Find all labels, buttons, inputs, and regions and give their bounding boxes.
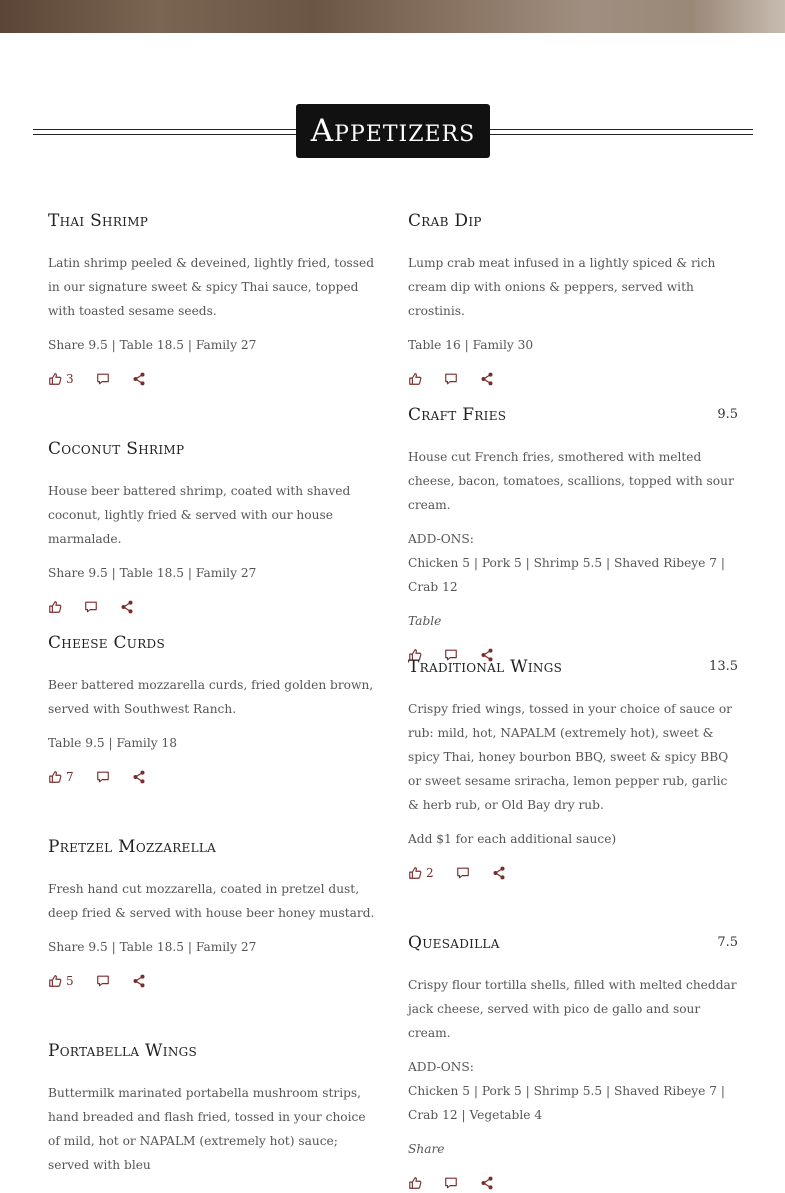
item-description: House cut French fries, smothered with melted cheese, bacon, tomatoes, scallions, topped with sour cream. [408,450,734,512]
like-button[interactable] [48,974,74,988]
item-price: 7.5 [717,935,738,950]
menu-item-cheese-curds [48,633,378,787]
section-title: Appetizers [296,104,490,158]
menu-item-portabella-wings [48,1041,378,1177]
menu-item-crab-dip [408,211,738,389]
comment-button[interactable] [456,866,470,880]
share-icon [492,866,506,880]
item-description: Beer battered mozzarella curds, fried golden brown, served with Southwest Ranch. [48,678,374,716]
item-description: Lump crab meat infused in a lightly spiced & rich cream dip with onions & peppers, served with crostinis. [408,256,716,318]
item-description: House beer battered shrimp, coated with shaved coconut, lightly fried & served with our house marmalade. [48,484,351,546]
menu-item-craft-fries [408,405,738,665]
share-button[interactable] [480,372,494,386]
share-button[interactable] [132,974,146,988]
like-button[interactable] [408,372,422,386]
share-button[interactable] [120,600,134,614]
item-prices: Share 9.5 | Table 18.5 | Family 27 [48,940,257,954]
menu-item-coconut-shrimp [48,439,378,617]
item-prices: Table 16 | Family 30 [408,338,534,352]
item-size: Table [408,614,442,628]
menu-item-traditional-wings [408,657,738,883]
item-actions [48,369,378,389]
share-button[interactable] [492,866,506,880]
like-button[interactable] [48,600,62,614]
item-size: Share [408,1142,445,1156]
comment-icon [444,372,458,386]
item-note: Add $1 for each additional sauce) [408,832,617,846]
comment-button[interactable] [96,770,110,784]
item-actions [48,597,378,617]
like-button[interactable] [48,770,74,784]
share-icon [132,770,146,784]
thumbs-up-icon [48,600,62,614]
like-count: 5 [66,974,74,988]
share-button[interactable] [132,770,146,784]
item-name: Craft Fries [408,405,507,425]
item-description: Fresh hand cut mozzarella, coated in pretzel dust, deep fried & served with house beer honey mustard. [48,882,375,920]
item-name: Pretzel Mozzarella [48,837,217,857]
item-actions [408,369,738,389]
comment-icon [456,866,470,880]
comment-icon [96,770,110,784]
share-button[interactable] [480,1176,494,1190]
item-description: Crispy flour tortilla shells, filled with melted cheddar jack cheese, served with pico de gallo and sour cream. [408,978,737,1040]
item-description: Latin shrimp peeled & deveined, lightly fried, tossed in our signature sweet & spicy Thai sauce, topped with toasted sesame seeds. [48,256,375,318]
addons-list: Chicken 5 | Pork 5 | Shrimp 5.5 | Shaved Ribeye 7 | Crab 12 | Vegetable 4 [408,1084,725,1122]
item-name: Cheese Curds [48,633,165,653]
item-name: Quesadilla [408,933,500,953]
menu-item-thai-shrimp [48,211,378,389]
menu-item-pretzel-mozzarella [48,837,378,991]
item-actions [408,863,738,883]
addons-label: ADD-ONS: [408,1060,474,1074]
thumbs-up-icon [408,866,422,880]
comment-button[interactable] [444,1176,458,1190]
comment-icon [444,1176,458,1190]
addons-list: Chicken 5 | Pork 5 | Shrimp 5.5 | Shaved Ribeye 7 | Crab 12 [408,556,725,594]
item-price: 9.5 [717,407,738,422]
comment-button[interactable] [96,974,110,988]
comment-icon [84,600,98,614]
like-count: 2 [426,866,434,880]
share-icon [132,974,146,988]
comment-icon [96,974,110,988]
hero-image [0,0,785,33]
thumbs-up-icon [48,974,62,988]
thumbs-up-icon [408,1176,422,1190]
comment-button[interactable] [444,372,458,386]
thumbs-up-icon [408,372,422,386]
item-prices: Share 9.5 | Table 18.5 | Family 27 [48,338,257,352]
comment-button[interactable] [84,600,98,614]
comment-button[interactable] [96,372,110,386]
thumbs-up-icon [48,372,62,386]
like-count: 7 [66,770,74,784]
thumbs-up-icon [48,770,62,784]
like-button[interactable] [408,1176,422,1190]
item-description: Buttermilk marinated portabella mushroom strips, hand breaded and flash fried, tossed in your choice of mild, hot or NAPALM (extremely hot) sauce; served with bleu [48,1086,366,1172]
item-name: Traditional Wings [408,657,563,677]
share-icon [480,1176,494,1190]
item-name: Thai Shrimp [48,211,149,231]
like-count: 3 [66,372,74,386]
item-actions [408,1173,738,1193]
item-actions [48,767,378,787]
item-name: Coconut Shrimp [48,439,185,459]
comment-icon [96,372,110,386]
like-button[interactable] [408,866,434,880]
item-actions [48,971,378,991]
menu-item-quesadilla [408,933,738,1193]
share-icon [120,600,134,614]
item-name: Portabella Wings [48,1041,198,1061]
item-price: 13.5 [709,659,738,674]
item-prices: Share 9.5 | Table 18.5 | Family 27 [48,566,257,580]
share-icon [480,372,494,386]
section-header [33,104,753,158]
addons-label: ADD-ONS: [408,532,474,546]
like-button[interactable] [48,372,74,386]
item-prices: Table 9.5 | Family 18 [48,736,177,750]
share-icon [132,372,146,386]
share-button[interactable] [132,372,146,386]
item-description: Crispy fried wings, tossed in your choice of sauce or rub: mild, hot, NAPALM (extremely hot), sweet & spicy Thai, honey bourbon BBQ, sweet & spicy BBQ or sweet sesame sriracha, lemon pepper rub, garlic & herb rub, or Old Bay dry rub. [408,702,732,812]
item-name: Crab Dip [408,211,482,231]
